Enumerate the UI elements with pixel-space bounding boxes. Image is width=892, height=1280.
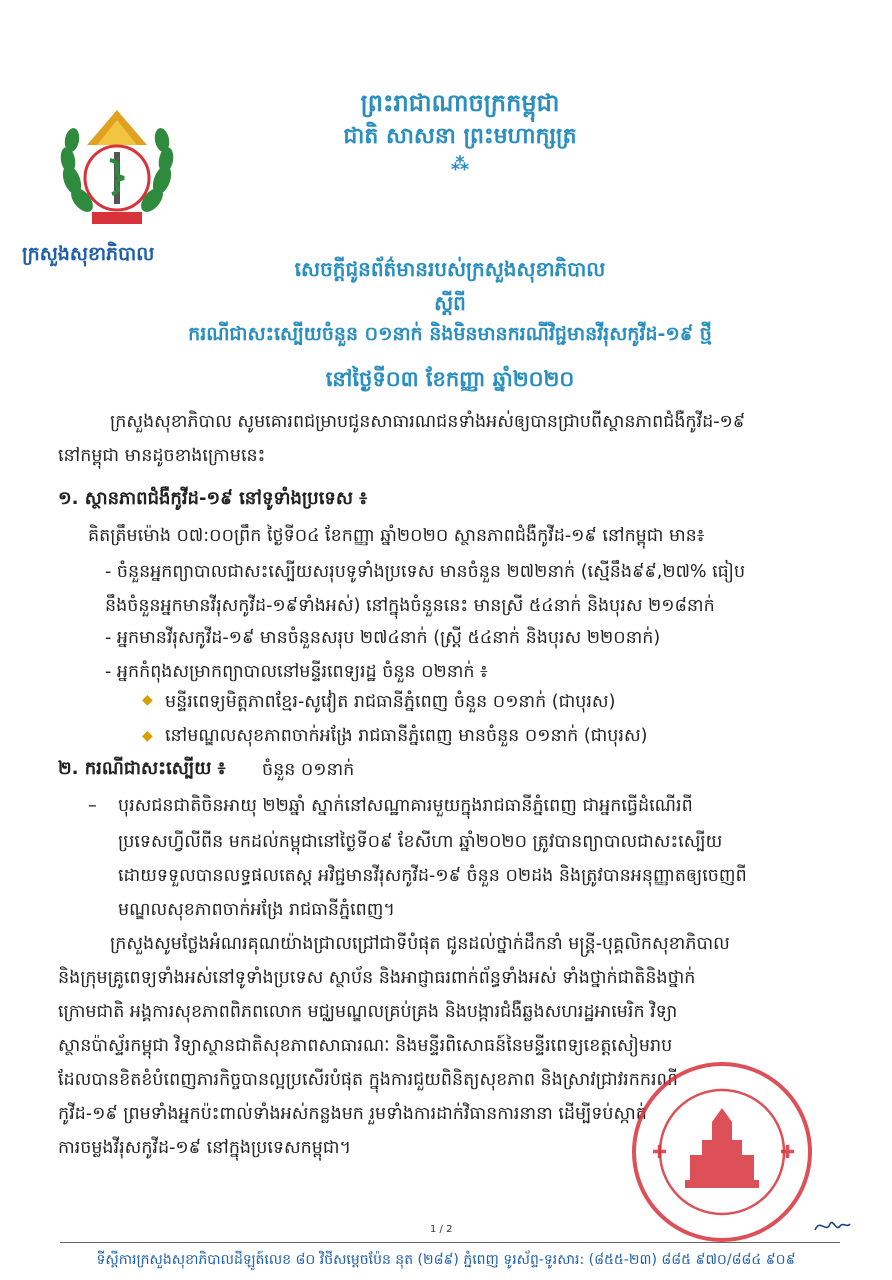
title-date: នៅថ្ងៃទី០៣ ខែកញ្ញា ឆ្នាំ២០២០	[325, 367, 575, 391]
svg-text:✚: ✚	[652, 1142, 668, 1163]
closing-line: ដែលបានខិតខំបំពេញភារកិច្ចបានល្អប្រសើរបំផុត ក្នុងការជួយពិនិត្យសុខភាព និងស្រាវជ្រាវរកករណី	[58, 1070, 678, 1090]
section-2-line: ប្រទេសហ្វីលីពីន មកដល់កម្ពុជានៅថ្ងៃទី០៩ ខែសីហា ឆ្នាំ២០២០ ត្រូវបានព្យាបាលជាសះស្បើយ	[118, 832, 723, 852]
section-1-line: - អ្នកមានវីរុសកូវីដ-១៩ មានចំនួនសរុប ២៧៤នាក់ (ស្ត្រី ៥៤នាក់ និងបុរស ២២០នាក់)	[105, 628, 661, 648]
closing-line: និងក្រុមគ្រូពេទ្យទាំងអស់នៅទូទាំងប្រទេស ស្ថាប័ន និងអាជ្ញាធរពាក់ព័ន្ធទាំងអស់ ទាំងថ្នាក់ជាតិនិងថ្នាក់	[58, 968, 696, 988]
intro-line: នៅកម្ពុជា មានដូចខាងក្រោមនេះ	[58, 446, 266, 466]
ministry-label: ក្រសួងសុខាភិបាល	[22, 243, 155, 265]
footer-address: ទីស្ដីការក្រសួងសុខាភិបាលដីឡូត៍លេខ ៨០ វិថីសម្ដេចប៉ែន នុត (២៨៩) ភ្នំពេញ ទូរស័ព្ទ-ទូរសារ: (៨៥៥-២៣) ៨៨៥ ៩៧០/៨៨៤ ៩០៩	[96, 1252, 796, 1268]
closing-line: ស្ថានប៉ាស្ទ័រកម្ពុជា វិទ្យាស្ថានជាតិសុខភាពសាធារណៈ និងមន្ទីរពិសោធន៍នៃមន្ទីរពេទ្យខេត្តសៀមរាប	[58, 1036, 673, 1056]
document-title: សេចក្តីជូនព័ត៌មានរបស់ក្រសួងសុខាភិបាល	[294, 257, 606, 281]
initials-signature-icon	[812, 1214, 852, 1238]
section-1-line: គិតត្រឹមម៉ោង ០៧:០០ព្រឹក ថ្ងៃទី០៤ ខែកញ្ញា ឆ្នាំ២០២០ ស្ថានភាពជំងឺកូវីដ-១៩ នៅកម្ពុជា មាន៖	[88, 526, 705, 546]
closing-line: ក្រោមជាតិ អង្គការសុខភាពពិភពលោក មជ្ឈមណ្ឌលគ្រប់គ្រង និងបង្ការជំងឺឆ្លងសហរដ្ឋអាមេរិក វិទ្យា	[58, 1002, 678, 1022]
section-1-line: នឹងចំនួនអ្នកមានវីរុសកូវីដ-១៩ទាំងអស់) នៅក្នុងចំនួននេះ មានស្រី ៥៤នាក់ និងបុរស ២១៨នាក់	[105, 596, 715, 616]
closing-line: ក្រសួងសូមថ្លែងអំណរគុណយ៉ាងជ្រាលជ្រៅជាទីបំផុត ជូនដល់ថ្នាក់ដឹកនាំ មន្ត្រី-បុគ្គលិកសុខាភិបាល	[110, 934, 730, 954]
section-2-count: ចំនួន ០១នាក់	[262, 760, 355, 780]
page-number: 1 / 2	[430, 1224, 453, 1235]
national-motto: ជាតិ សាសនា ព្រះមហាក្សត្រ	[343, 124, 577, 149]
title-subject: ករណីជាសះស្បើយចំនួន ០១នាក់ និងមិនមានករណីវិជ្ជមានវីរុសកូវីដ-១៩ ថ្មី	[188, 323, 712, 345]
closing-line: កូវីដ-១៩ ព្រមទាំងអ្នកប៉ះពាល់ទាំងអស់កន្លងមក រួមទាំងការដាក់វិធានការនានា ដើម្បីទប់ស្កាត់	[58, 1104, 647, 1124]
section-1-line: - អ្នកកំពុងសម្រាកព្យាបាលនៅមន្ទីរពេទ្យរដ្ឋ ចំនួន ០២នាក់ ៖	[105, 662, 488, 682]
section-1-heading: ១. ស្ថានភាពជំងឺកូវីដ-១៩ នៅទូទាំងប្រទេស ៖	[58, 488, 368, 509]
diamond-bullet-icon: ◆	[142, 728, 153, 744]
section-2-line: បុរសជនជាតិចិនអាយុ ២២ឆ្នាំ ស្នាក់នៅសណ្ឋាគារមួយក្នុងរាជធានីភ្នំពេញ ជាអ្នកធ្វើដំណើរពី	[118, 796, 693, 816]
ornament-divider: ⁂	[450, 154, 470, 175]
section-2-line: មណ្ឌលសុខភាពចាក់អង្រែ រាជធានីភ្នំពេញ។	[118, 900, 395, 920]
section-2-heading: ២. ករណីជាសះស្បើយ ៖	[58, 758, 226, 779]
svg-text:✚: ✚	[780, 1142, 796, 1163]
diamond-bullet-icon: ◆	[142, 692, 153, 708]
list-item: មន្ទីរពេទ្យមិត្តភាពខ្មែរ-សូវៀត រាជធានីភ្នំពេញ ចំនួន ០១នាក់ (ជាបុរស)	[165, 692, 616, 712]
closing-line: ការចម្លងវីរុសកូវីដ-១៩ នៅក្នុងប្រទេសកម្ពុជា។	[58, 1138, 352, 1158]
title-regarding: ស្តីពី	[434, 291, 466, 315]
section-2-line: ដោយទទួលបានលទ្ធផលតេស្ត អវិជ្ជមានវីរុសកូវីដ-១៩ ចំនួន ០២ដង និងត្រូវបានអនុញ្ញាតឲ្យចេញពី	[118, 866, 747, 886]
footer-divider	[60, 1242, 840, 1243]
official-stamp-icon	[630, 1060, 815, 1245]
list-item: នៅមណ្ឌលសុខភាពចាក់អង្រែ រាជធានីភ្នំពេញ មានចំនួន ០១នាក់ (ជាបុរស)	[165, 726, 648, 746]
ministry-emblem-icon	[52, 100, 182, 240]
intro-line: ក្រសួងសុខាភិបាល សូមគោរពជម្រាបជូនសាធារណជនទាំងអស់ឲ្យបានជ្រាបពីស្ថានភាពជំងឺកូវីដ-១៩	[110, 412, 746, 432]
dash-marker: –	[88, 796, 97, 816]
section-1-line: - ចំនួនអ្នកព្យាបាលជាសះស្បើយសរុបទូទាំងប្រទេស មានចំនួន ២៧២នាក់ (ស្មើនឹង៩៩,២៧% ធៀប	[105, 562, 746, 582]
kingdom-heading: ព្រះរាជាណាចក្រកម្ពុជា	[360, 89, 560, 117]
